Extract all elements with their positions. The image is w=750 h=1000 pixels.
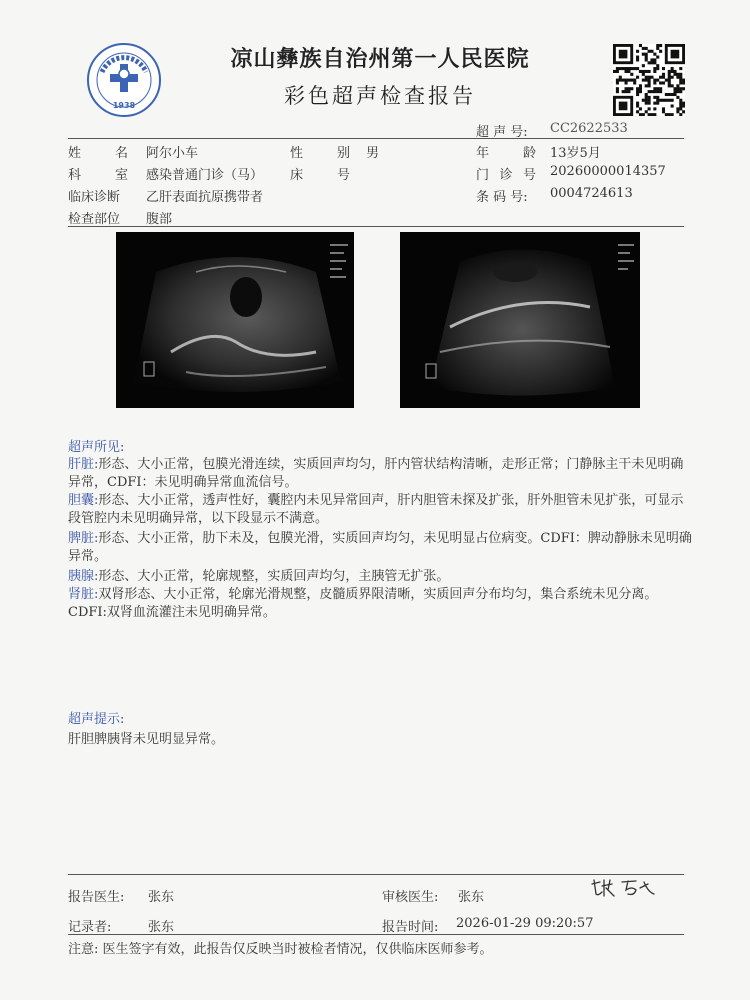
report-time: 2026-01-29 09:20:57 bbox=[456, 916, 594, 931]
ultrasound-image-1 bbox=[116, 232, 354, 408]
finding-text: 形态、大小正常，包膜光滑连续，实质回声均匀，肝内管状结构清晰，走形正常；门静脉主干未见明确异常，CDFI：未见明确异常血流信号。 bbox=[68, 457, 684, 490]
sex-label: 性 别 bbox=[290, 146, 350, 161]
doctor-label: 报告医生: bbox=[68, 890, 125, 905]
qr-code-icon bbox=[613, 44, 685, 116]
clinic-number: 20260000014357 bbox=[550, 164, 666, 179]
finding-liver bbox=[68, 456, 692, 492]
disclaimer-note: 注意: 医生签字有效，此报告仅反映当时被检者情况，仅供临床医师参考。 bbox=[68, 942, 493, 957]
report-doctor: 张东 bbox=[148, 890, 175, 905]
report-number-label: 超 声 号: bbox=[476, 125, 528, 140]
finding-organ: 肝脏: bbox=[68, 457, 99, 472]
finding-organ: 肾脏: bbox=[68, 587, 99, 602]
findings-title: 超声所见: bbox=[68, 440, 125, 455]
recorder-label: 记录者: bbox=[68, 920, 112, 935]
barcode-label: 条 码 号: bbox=[476, 190, 528, 205]
finding-spleen bbox=[68, 530, 692, 566]
patient-sex: 男 bbox=[366, 146, 380, 161]
review-doctor: 张东 bbox=[458, 890, 485, 905]
barcode-number: 0004724613 bbox=[550, 186, 633, 201]
name-label: 姓 名 bbox=[68, 146, 128, 161]
reviewer-label: 审核医生: bbox=[382, 890, 439, 905]
impression-title: 超声提示: bbox=[68, 712, 125, 727]
clinic-label: 门 诊 号 bbox=[476, 168, 536, 183]
finding-text: 形态、大小正常，肋下未及，包膜光滑，实质回声均匀，未见明显占位病变。CDFI：脾动静脉未见明确异常。 bbox=[68, 531, 692, 564]
finding-organ: 胰腺: bbox=[68, 569, 99, 584]
finding-text: 形态、大小正常，轮廓规整，实质回声均匀，主胰管无扩张。 bbox=[98, 569, 450, 584]
diagnosis-label: 临床诊断 bbox=[68, 190, 121, 205]
age-label: 年 龄 bbox=[476, 146, 536, 161]
divider-note bbox=[68, 934, 684, 935]
finding-gallbladder bbox=[68, 492, 692, 528]
exam-part-label: 检查部位 bbox=[68, 212, 121, 227]
report-number: CC2622533 bbox=[550, 121, 628, 136]
report-time-label: 报告时间: bbox=[382, 920, 439, 935]
dept-label: 科 室 bbox=[68, 168, 128, 183]
exam-part: 腹部 bbox=[146, 212, 173, 227]
divider-images bbox=[68, 226, 684, 227]
bed-label: 床 号 bbox=[290, 168, 350, 183]
clinical-diagnosis: 乙肝表面抗原携带者 bbox=[146, 190, 264, 205]
finding-text: 形态、大小正常，透声性好，囊腔内未见异常回声，肝内胆管未探及扩张，肝外胆管未见扩张，可显示段管腔内未见明确异常，以下段显示不满意。 bbox=[68, 493, 684, 526]
divider-top bbox=[68, 138, 684, 139]
finding-organ: 脾脏: bbox=[68, 531, 99, 546]
doctor-signature bbox=[588, 874, 660, 900]
patient-age: 13岁5月 bbox=[550, 146, 601, 161]
hospital-name: 凉山彝族自治州第一人民医院 bbox=[230, 47, 530, 72]
finding-pancreas bbox=[68, 568, 692, 586]
impression-text: 肝胆脾胰肾未见明显异常。 bbox=[68, 732, 225, 747]
hospital-logo bbox=[86, 42, 162, 118]
finding-kidney bbox=[68, 586, 692, 622]
report-title: 彩色超声检查报告 bbox=[284, 84, 476, 108]
svg-text:1938: 1938 bbox=[112, 101, 136, 110]
ultrasound-image-2 bbox=[400, 232, 640, 408]
patient-dept: 感染普通门诊（马） bbox=[146, 168, 264, 183]
patient-name: 阿尔小车 bbox=[146, 146, 199, 161]
finding-organ: 胆囊: bbox=[68, 493, 99, 508]
finding-text: 双肾形态、大小正常，轮廓光滑规整，皮髓质界限清晰，实质回声分布均匀，集合系统未见分离。CDFI:双肾血流灌注未见明确异常。 bbox=[68, 587, 658, 620]
recorder-name: 张东 bbox=[148, 920, 175, 935]
